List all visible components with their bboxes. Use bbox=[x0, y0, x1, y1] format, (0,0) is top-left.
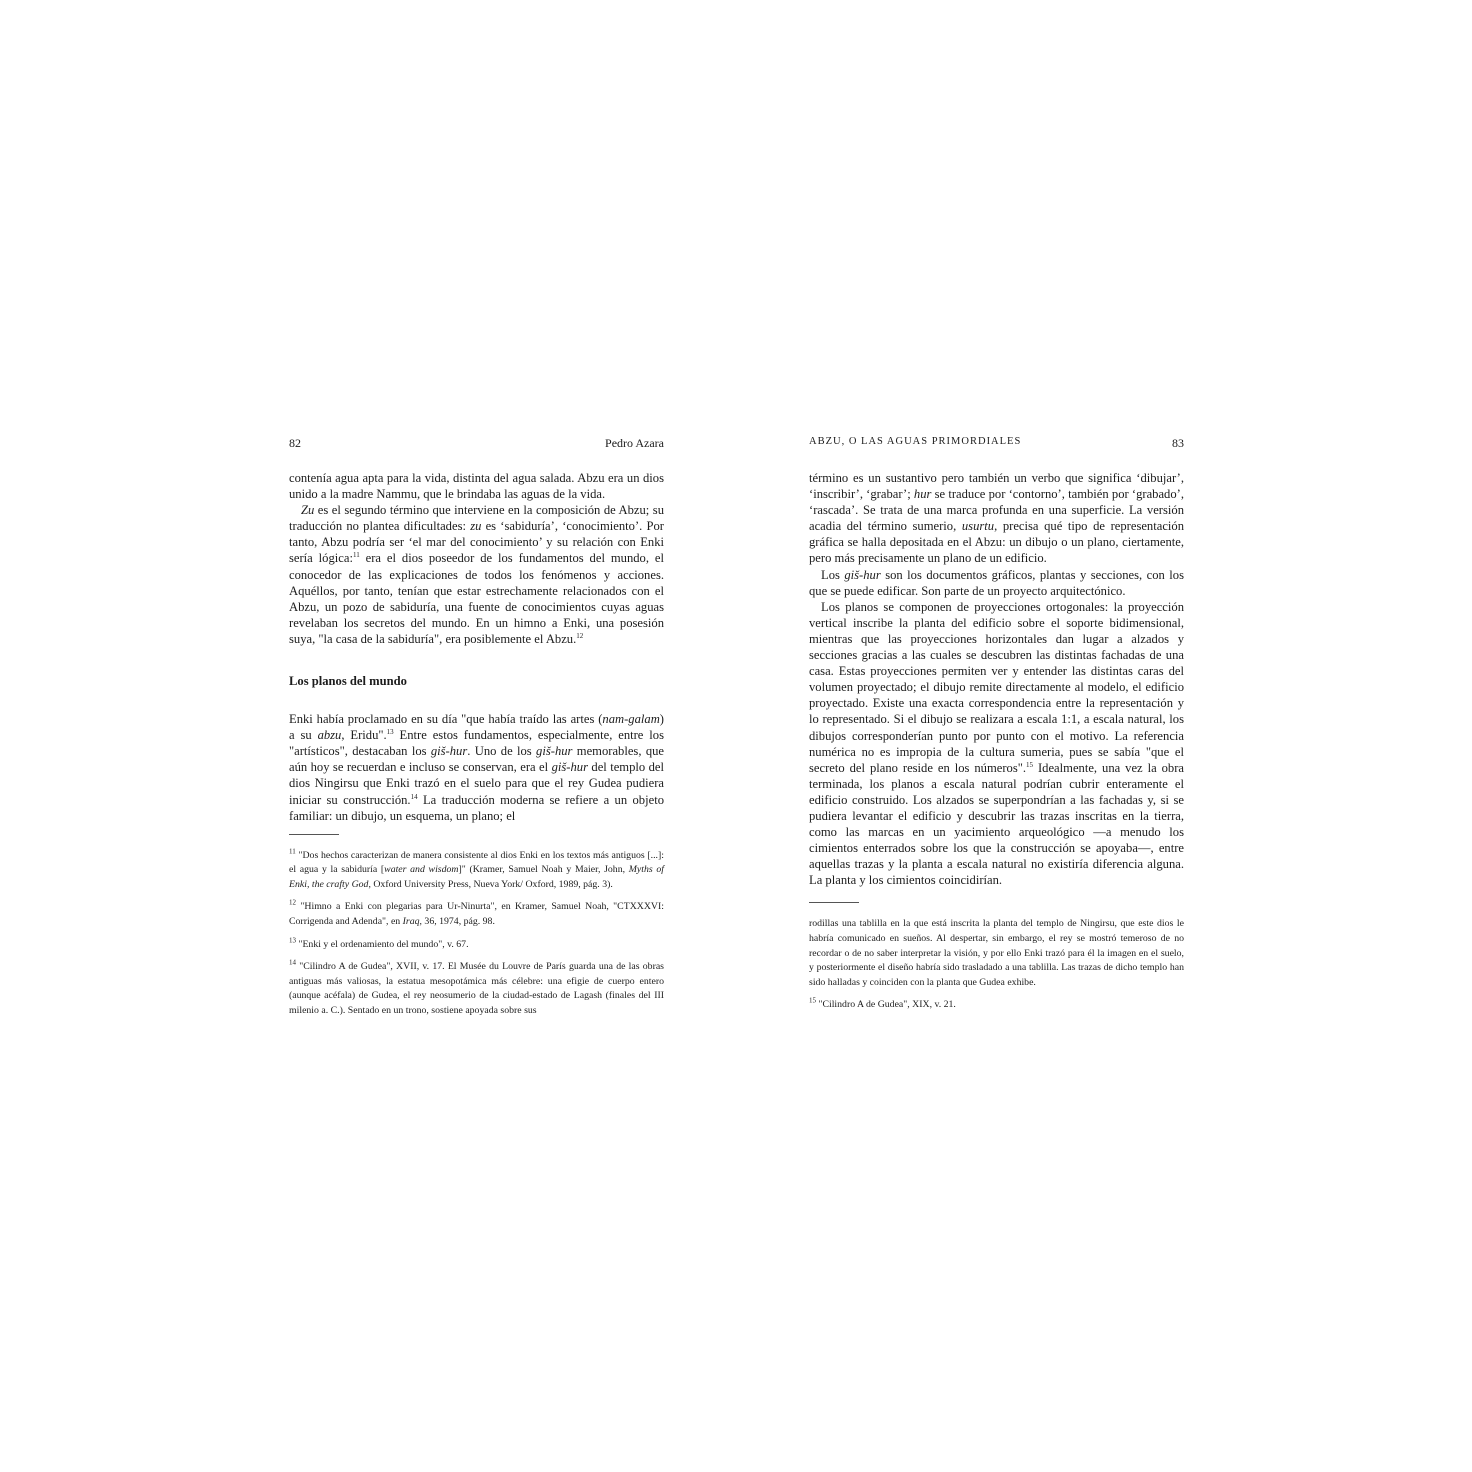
footnote-ref: 14 bbox=[410, 792, 418, 801]
footnote-divider bbox=[809, 902, 859, 903]
footnote-12: $^{12}$ "Himno a Enki con plegarias para Ur-Ninurta", en Kramer, Samuel Noah, "CTXXXVI: Corrigenda and Adenda", en Iraq, 36, 1974, pág. 98. bbox=[289, 899, 664, 928]
footnote-11: $^{11}$ "Dos hechos caracterizan de manera consistente al dios Enki en los textos más antiguos [...]: el agua y la sabiduría [water and wisdom]" (Kramer, Samuel Noah y Maier, John, Myths of Enki, the crafty God, Oxford University Press, Nueva York/ Oxford, 1989, pág. 3). bbox=[289, 847, 665, 890]
footnote-14: $^{14}$ "Cilindro A de Gudea", XVII, v. 17. El Musée du Louvre de París guarda una de las obras antiguas más valiosas, la estatua mesopotámica más célebre: una efigie de cuerpo entero (aunque acéfala) de Gudea, el rey neosumerio de la ciudad-estado de Lagash (finales del III milenio a. C.). Sentado en un trono, sostiene apoyada sobre sus bbox=[289, 958, 664, 1017]
footnote-13: $^{13}$ "Enki y el ordenamiento del mundo", v. 67. bbox=[289, 936, 469, 950]
paragraph: Enki había proclamado en su día "que había traído las artes (nam-galam) a su abzu, Eridu".$^{13}$ Entre estos fundamentos, especialmente, entre los "artísticos", destacaban los giš-hur. Uno de los giš-hur memorables, que aún hoy se recuerdan e incluso se conservan, era el giš-hur del templo del dios Ningirsu que Enki trazó en el suelo para que el rey Gudea pudiera iniciar su construcción.$^{14}$ La traducción moderna se refiere a un objeto familiar: un dibujo, un esquema, un plano; el bbox=[289, 712, 664, 823]
footnote-ref: 12 bbox=[576, 631, 584, 640]
author-name: Pedro Azara bbox=[605, 436, 664, 450]
footnotes-left bbox=[289, 849, 664, 1019]
right-page bbox=[809, 436, 1184, 1021]
left-body bbox=[289, 470, 664, 824]
footnote-15: $^{15}$ "Cilindro A de Gudea", XIX, v. 21. bbox=[809, 997, 956, 1011]
paragraph: Los giš-hur son los documentos gráficos, plantas y secciones, con los que se puede edificar. Son parte de un proyecto arquitectónico. bbox=[809, 567, 1184, 598]
running-head-right bbox=[809, 436, 1184, 454]
footnote-ref: 15 bbox=[1026, 760, 1034, 769]
folio-right: 83 bbox=[1172, 436, 1184, 450]
footnotes-right bbox=[809, 917, 1184, 1013]
left-page bbox=[289, 436, 664, 1027]
section-heading: Los planos del mundo bbox=[289, 674, 407, 689]
paragraph: Los planos se componen de proyecciones ortogonales: la proyección vertical inscribe la planta del edificio sobre el soporte bidimensional, mientras que las proyecciones horizontales dan lugar a alzados y secciones gracias a las cuales se descubren las distintas fachadas de una casa. Estas proyecciones permiten ver y entender las distintas caras del volumen proyectado; el dibujo remite directamente al modelo, el edificio proyectado. Existe una exacta correspondencia entre la representación y lo representado. Si el dibujo se realizara a escala 1:1, a escala natural, los dibujos corresponderían punto por punto con el motivo. La referencia numérica no es impropia de la cultura sumeria, pues se sabía "que el secreto del plano reside en los números".$^{15}$ Idealmente, una vez la obra terminada, los planos a escala natural podrían cubrir enteramente el edificio construido. Los alzados se superpondrían a las fachadas y, si se pudiera levantar el edificio y descubrir las trazas inscritas en la tierra, como las marcas en un yacimiento arqueológico —a menudo los cimientos enterrados sobre los que la construcción se apoyaba—, entre aquellas trazas y la planta a escala natural no existiría diferencia alguna. La planta y los cimientos coincidirían. bbox=[809, 599, 1184, 888]
footnote-14-continued: rodillas una tablilla en la que está inscrita la planta del templo de Ningirsu, que este dios le habría comunicado en sueños. Al despertar, sin embargo, el rey se mostró temeroso de no recordar o de no saber interpretar la visión, y por ello Enki trazó para él la imagen en el suelo, y posteriormente el diseño habría sido trasladado a una tablilla. Las trazas de dicho templo han sido halladas y coinciden con la planta que Gudea exhibe. bbox=[809, 918, 1184, 988]
footnote-divider bbox=[289, 834, 339, 835]
folio-left: 82 bbox=[289, 436, 301, 450]
footnote-ref: 11 bbox=[352, 551, 360, 560]
paragraph: Zu es el segundo término que interviene en la composición de Abzu; su traducción no plantea dificultades: zu es ‘sabiduría’, ‘conocimiento’. Por tanto, Abzu podría ser ‘el mar del conocimiento’ y su relación con Enki sería lógica:$^{11}$ era el dios poseedor de los fundamentos del mundo, el conocedor de las explicaciones de todos los fenómenos y acciones. Aquéllos, por tanto, tenían que estar estrechamente relacionados con el Abzu, un pozo de sabiduría, una fuente de conocimientos cuyas aguas revelaban los secretos del mundo. En un himno a Enki, una posesión suya, "la casa de la sabiduría", era posiblemente el Abzu.$^{12}$ bbox=[289, 503, 664, 646]
paragraph: contenía agua apta para la vida, distinta del agua salada. Abzu era un dios unido a la madre Nammu, que le brindaba las aguas de la vida. bbox=[289, 471, 664, 502]
right-body bbox=[809, 470, 1184, 888]
running-head-left bbox=[289, 436, 664, 454]
footnote-ref: 13 bbox=[386, 727, 394, 736]
chapter-title: ABZU, O LAS AGUAS PRIMORDIALES bbox=[809, 436, 1022, 447]
paragraph: término es un sustantivo pero también un verbo que significa ‘dibujar’, ‘inscribir’, ‘grabar’; hur se traduce por ‘contorno’, también por ‘grabado’, ‘rascada’. Se trata de una marca profunda en una superficie. La versión acadia del término sumerio, usurtu, precisa qué tipo de representación gráfica se halla depositada en el Abzu: un dibujo o un plano, ciertamente, pero más precisamente un plano de un edificio. bbox=[809, 471, 1185, 566]
